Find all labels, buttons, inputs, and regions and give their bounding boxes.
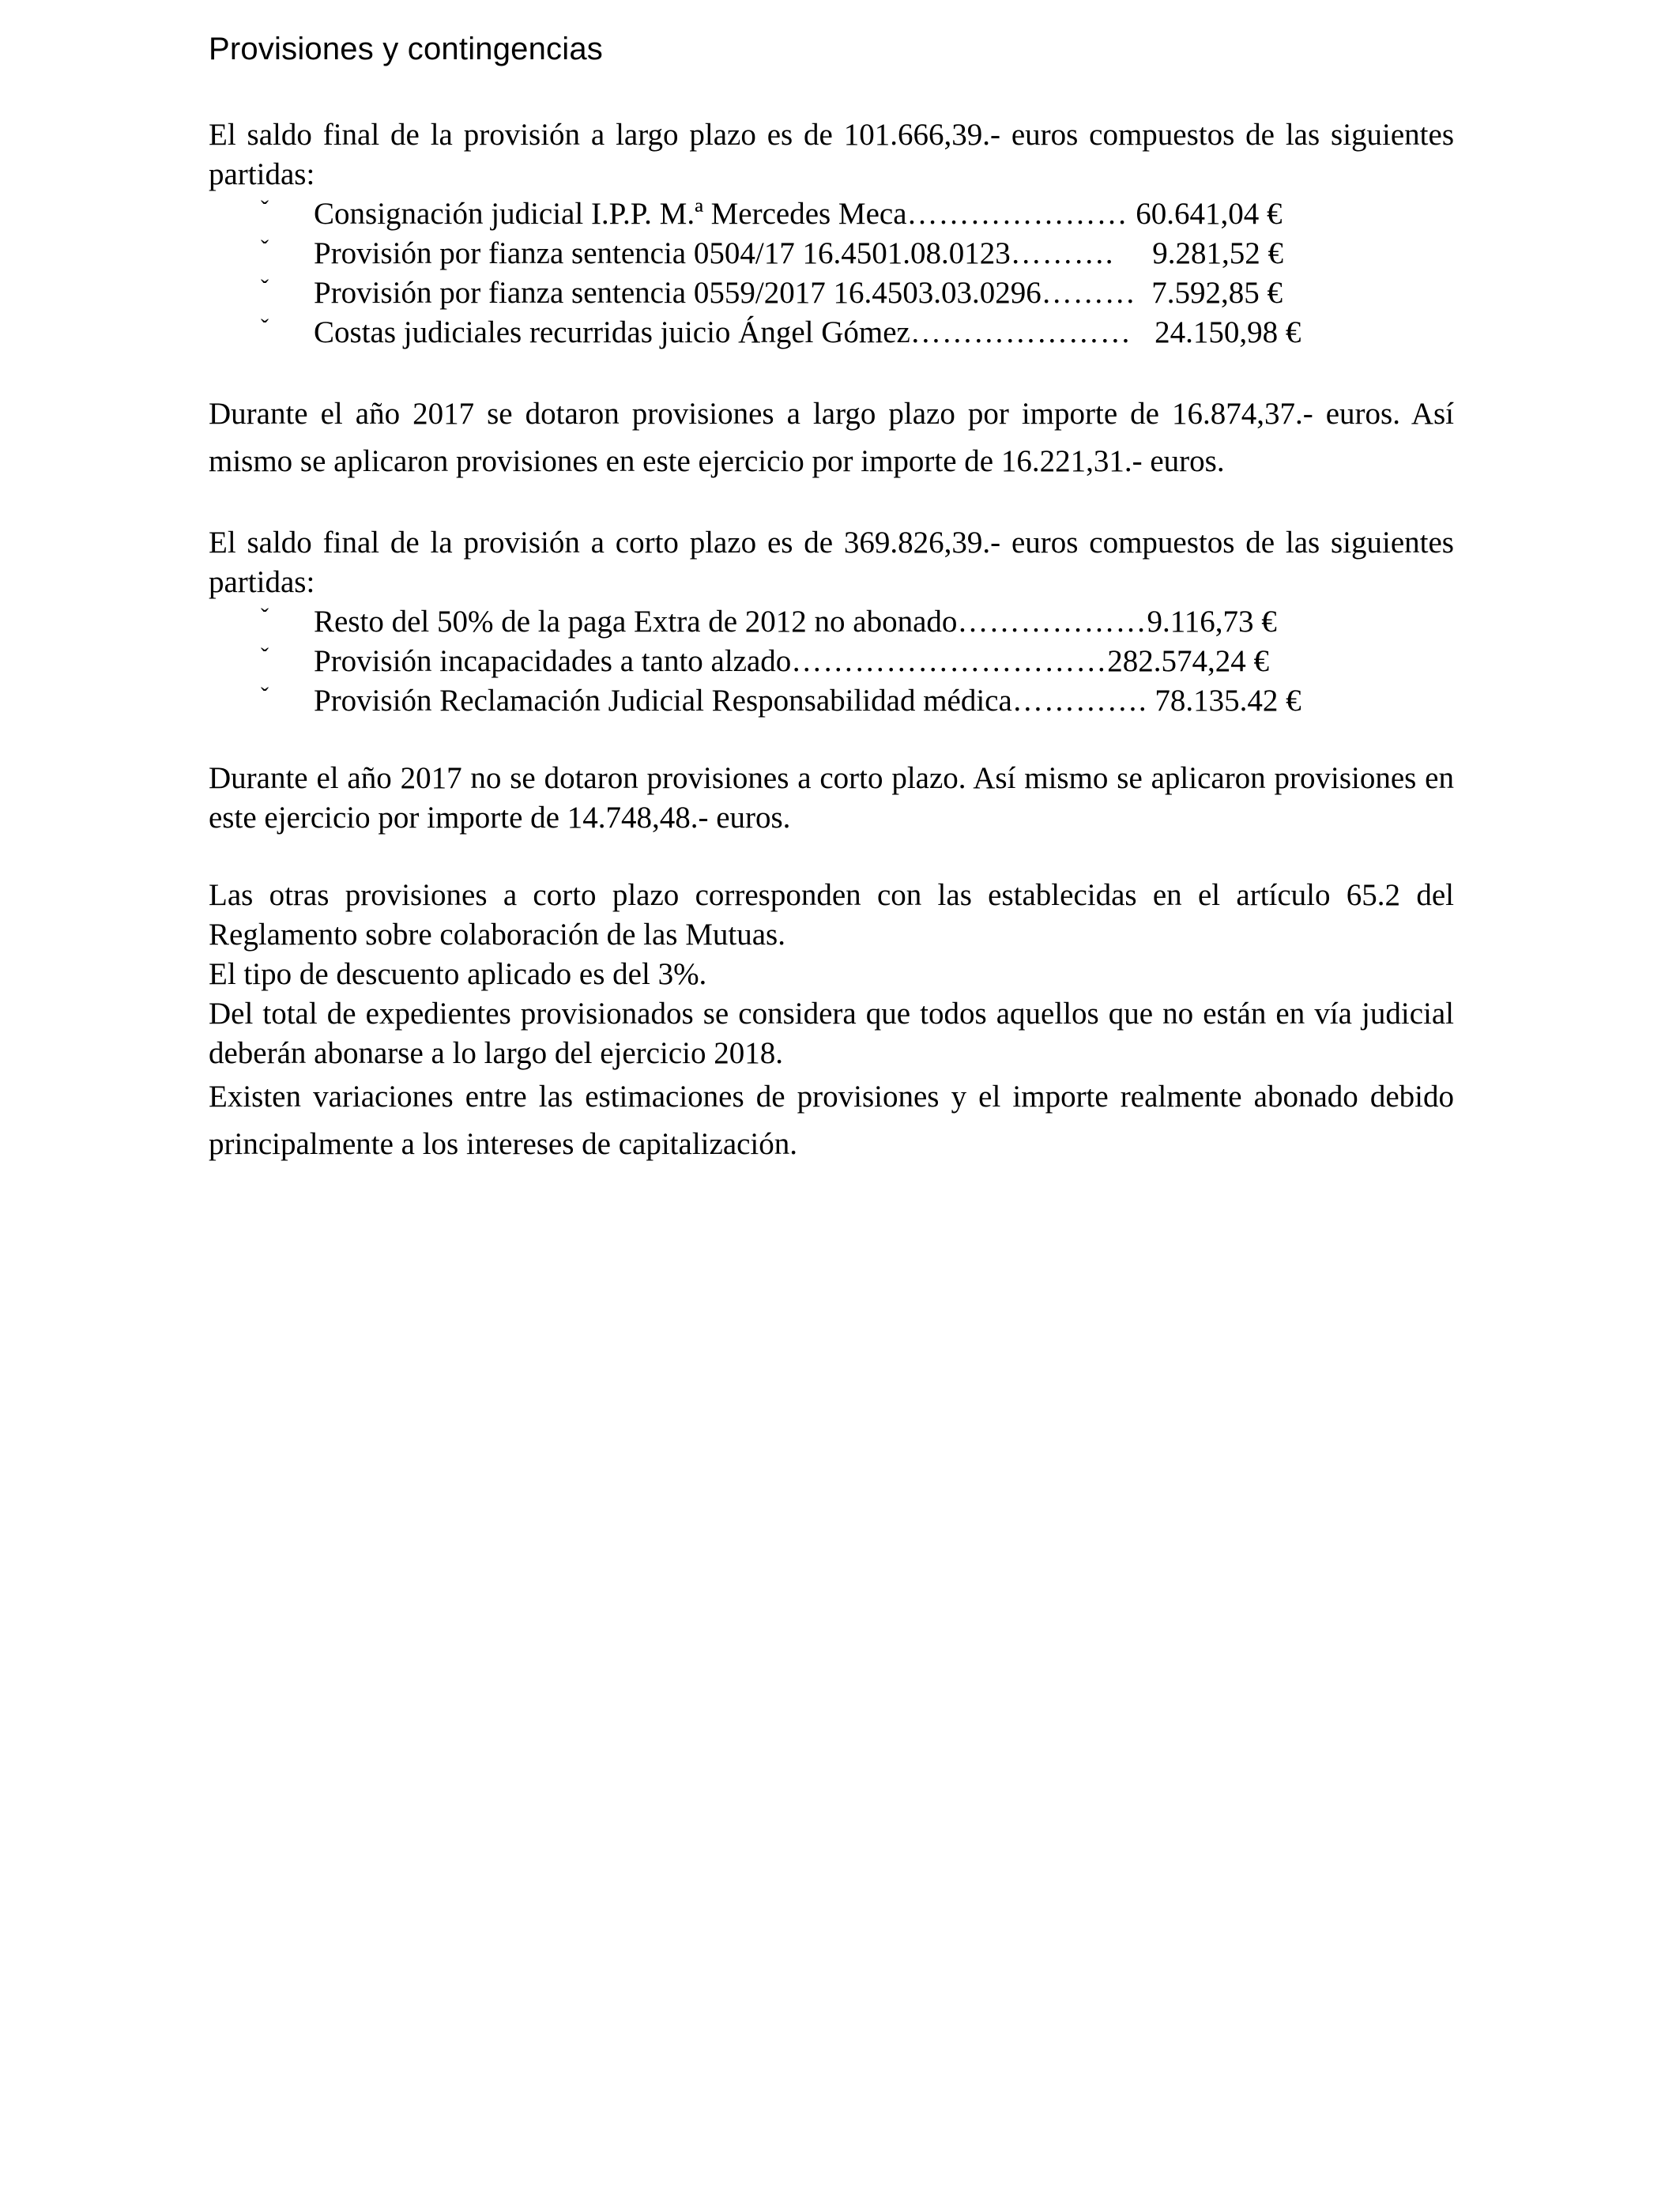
bullet-icon: ˇ — [261, 315, 269, 341]
list-item — [209, 234, 1454, 273]
item-label: Costas judiciales recurridas juicio Ángel Gómez — [314, 315, 910, 349]
item-label: Provisión Reclamación Judicial Responsabilidad médica — [314, 684, 1012, 718]
item-leaders: ……… — [1041, 276, 1136, 310]
item-label: Consignación judicial I.P.P. M.ª Mercedes Meca — [314, 197, 907, 231]
closing-paragraph-4: Existen variaciones entre las estimaciones de provisiones y el importe realmente abonado debido principalmente a los intereses de capitalización. — [209, 1080, 1454, 1161]
bullet-icon: ˇ — [261, 196, 269, 222]
bullet-icon: ˇ — [261, 604, 269, 630]
long-term-movements: Durante el año 2017 se dotaron provisiones a largo plazo por importe de 16.874,37.- euros. Así mismo se aplicaron provisiones en este ejercicio por importe de 16.221,31.- euros. — [209, 397, 1454, 478]
short-term-movements: Durante el año 2017 no se dotaron provisiones a corto plazo. Así mismo se aplicaron provisiones en este ejercicio por importe de 14.748,48.- euros. — [209, 761, 1454, 835]
item-amount: 282.574,24 € — [1107, 644, 1270, 678]
list-item — [209, 194, 1454, 234]
item-leaders: ……………… — [957, 605, 1147, 639]
bullet-icon: ˇ — [261, 236, 269, 262]
item-amount: 7.592,85 € — [1136, 276, 1283, 310]
bullet-icon: ˇ — [261, 683, 269, 709]
item-amount: 78.135.42 € — [1147, 684, 1301, 718]
item-amount: 24.150,98 € — [1131, 315, 1301, 349]
list-item — [209, 642, 1454, 681]
short-term-intro: El saldo final de la provisión a corto plazo es de 369.826,39.- euros compuestos de las siguientes partidas: — [209, 526, 1454, 599]
bullet-icon: ˇ — [261, 643, 269, 669]
item-amount: 60.641,04 € — [1128, 197, 1283, 231]
short-term-items — [209, 602, 1454, 721]
item-amount: 9.281,52 € — [1113, 236, 1283, 270]
item-leaders: ………………… — [910, 315, 1132, 349]
item-leaders: …………. — [1011, 684, 1147, 718]
item-amount: 9.116,73 € — [1147, 605, 1277, 639]
document-page — [209, 24, 1454, 1168]
item-label: Resto del 50% de la paga Extra de 2012 no abonado — [314, 605, 958, 639]
item-label: Provisión por fianza sentencia 0559/2017 16.4503.03.0296 — [314, 276, 1042, 310]
long-term-items — [209, 194, 1454, 352]
closing-paragraph-2: El tipo de descuento aplicado es del 3%. — [209, 957, 707, 991]
closing-paragraph-1: Las otras provisiones a corto plazo corresponden con las establecidas en el artículo 65.2 del Reglamento sobre colaboración de las Mutuas. — [209, 878, 1454, 952]
list-item — [209, 681, 1454, 721]
item-label: Provisión incapacidades a tanto alzado — [314, 644, 792, 678]
item-leaders: ………. — [1010, 236, 1114, 270]
item-leaders: ………………………… — [791, 644, 1108, 678]
list-item — [209, 313, 1454, 352]
list-item — [209, 602, 1454, 642]
closing-paragraph-3: Del total de expedientes provisionados se considera que todos aquellos que no están en vía judicial deberán abonarse a lo largo del ejercicio 2018. — [209, 997, 1454, 1070]
long-term-intro: El saldo final de la provisión a largo plazo es de 101.666,39.- euros compuestos de las siguientes partidas: — [209, 118, 1454, 191]
list-item — [209, 273, 1454, 313]
section-heading: Provisiones y contingencias — [209, 32, 603, 66]
item-leaders: ………………… — [906, 197, 1128, 231]
item-label: Provisión por fianza sentencia 0504/17 16.4501.08.0123 — [314, 236, 1011, 270]
bullet-icon: ˇ — [261, 275, 269, 301]
